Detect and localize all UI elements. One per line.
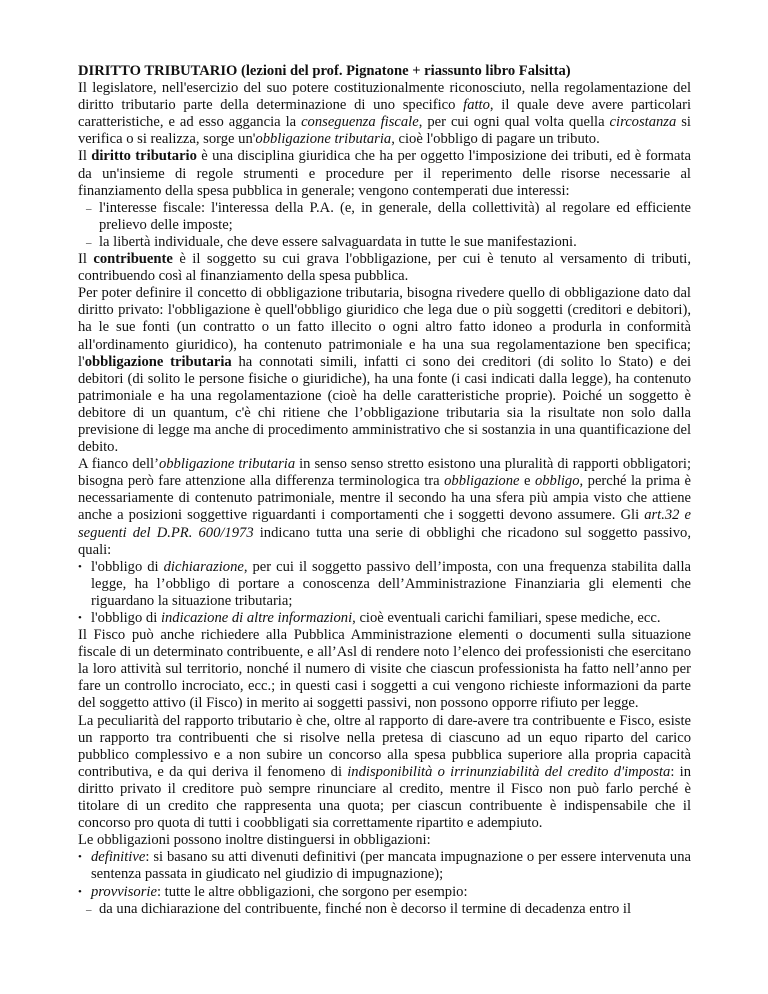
paragraph-definition: Il diritto tributario è una disciplina giuridica che ha per oggetto l'imposizione dei tributi, ed è formata da un'insieme di regole strumenti e procedure per il reperimento delle risorse necessarie al finanziamento della spesa pubblica in generale; vengono contemperati due interessi: — [78, 148, 691, 199]
paragraph-peculiarita: La peculiarità del rapporto tributario è che, oltre al rapporto di dare-avere tra contribuente e Fisco, esiste un rapporto tra contribuenti che si risolve nella pretesa di ciascuno ad un equo riparto del carico pubblico complessivo e a non subire un concorso alla spesa pubblica superiore alla propria capacità contributiva, e da qui deriva il fenomeno di indisponibilità o irrinunziabilità del credito d'imposta: in diritto privato il creditore può sempre rinunciare al credito, mentre il Fisco non può farlo perché è titolare di un credito che rappresenta una quota; per ciascun contribuente è indispensabile che il concorso pro quota di tutti i coobbligati sia correttamente ripartito e adempiuto. — [78, 712, 691, 832]
interests-list — [78, 200, 691, 251]
provvisorie-sublist — [78, 901, 691, 918]
bullet-marker: • — [78, 885, 82, 898]
obbligazioni-list — [78, 849, 691, 900]
list-item: • provvisorie: tutte le altre obbligazioni, che sorgono per esempio: — [78, 883, 468, 900]
bullet-marker: • — [78, 851, 82, 864]
bullet-marker: • — [78, 560, 82, 573]
paragraph-intro: Il legislatore, nell'esercizio del suo potere costituzionalmente riconosciuto, nella regolamentazione del diritto tributario parte della determinazione di uno specifico fatto, il quale deve avere particolari caratteristiche, e ad esso aggancia la conseguenza fiscale, per cui ogni qual volta quella circostanza si verifica o si realizza, sorge un'obbligazione tributaria, cioè l'obbligo di pagare un tributo. — [78, 80, 691, 148]
dash-marker: – — [86, 903, 92, 916]
bullet-marker: • — [78, 612, 82, 624]
dash-marker: – — [86, 236, 92, 249]
paragraph-obbligazione: Per poter definire il concetto di obbligazione tributaria, bisogna rivedere quello di obbligazione dato dal diritto privato: l'obbligazione è quell'obbligo giuridico che lega due o più soggetti (creditori e debitori), ha le sue fonti (un contratto o un fatto illecito o ogni altro fatto idoneo a produrla in conformità all'ordinamento giuridico), ha contenuto patrimoniale e ha una sua regolamentazione ben specifica; l'obbligazione tributaria ha connotati simili, infatti ci sono dei creditori (di solito lo Stato) e dei debitori (di solito le persone fisiche o giuridiche), ha una fonte (i casi indicati dalla legge), ha contenuto patrimoniale e ha una regolamentazione (cioè ha delle caratteristiche proprie). Poiché un soggetto è debitore di un quantum, c'è chi ritiene che l’obbligazione tributaria sia la risultate non solo dalla previsione di legge ma anche di procedimento amministrativo che si sostanzia in una quantificazione del debito. — [78, 285, 691, 456]
paragraph-fisco: Il Fisco può anche richiedere alla Pubblica Amministrazione elementi o documenti sulla situazione fiscale di un determinato contribuente, e all’Asl di rendere noto l’elenco dei professionisti che esercitano la loro attività sul territorio, nonché il numero di visite che ciascun professionista ha fatto nell’anno per fare un controllo incrociato, ecc.; in questi casi i soggetti a cui vengono richieste informazioni da parte del soggetto attivo (il Fisco) in merito ai soggetti passivi, non possono opporre rifiuto per legge. — [78, 627, 691, 712]
paragraph-obblighi: A fianco dell’obbligazione tributaria in senso senso stretto esistono una pluralità di rapporti obbligatori; bisogna però fare attenzione alla differenza terminologica tra obbligazione e obbligo, perché la prima è necessariamente di contenuto patrimoniale, mentre il secondo ha una sfera più ampia visto che attiene anche a posizioni soggettive riguardanti i comportamenti che i soggetti devono assumere. Gli art.32 e seguenti del D.PR. 600/1973 indicano tutta una serie di obblighi che ricadono sul soggetto passivo, quali: — [78, 456, 691, 558]
document-title: DIRITTO TRIBUTARIO (lezioni del prof. Pignatone + riassunto libro Falsitta) — [78, 63, 571, 79]
obblighi-list — [78, 559, 691, 627]
list-item: • l'obbligo di indicazione di altre informazioni, cioè eventuali carichi familiari, spese mediche, ecc. — [78, 610, 661, 626]
list-item: – la libertà individuale, che deve essere salvaguardata in tutte le sue manifestazioni. — [86, 234, 691, 251]
paragraph-contribuente: Il contribuente è il soggetto su cui grava l'obbligazione, per cui è tenuto al versamento di tributi, contribuendo così al finanziamento della spesa pubblica. — [78, 251, 691, 285]
paragraph-distinzione: Le obbligazioni possono inoltre distinguersi in obbligazioni: — [78, 832, 431, 849]
list-item: – l'interesse fiscale: l'interessa della P.A. (e, in generale, della collettività) al regolare ed efficiente prelievo delle imposte; — [86, 199, 691, 233]
dash-marker: – — [86, 202, 92, 215]
list-item: • l'obbligo di dichiarazione, per cui il soggetto passivo dell’imposta, con una frequenza stabilita dalla legge, ha l’obbligo di portare a conoscenza dell’Amministrazione Finanziaria gli elementi che riguardano la situazione tributaria; — [78, 558, 691, 609]
list-item: – da una dichiarazione del contribuente, finché non è decorso il termine di decadenza entro il — [86, 901, 691, 918]
list-item: • definitive: si basano su atti divenuti definitivi (per mancata impugnazione o per essere intervenuta una sentenza passata in giudicato nel giudizio di impugnazione); — [78, 849, 691, 883]
